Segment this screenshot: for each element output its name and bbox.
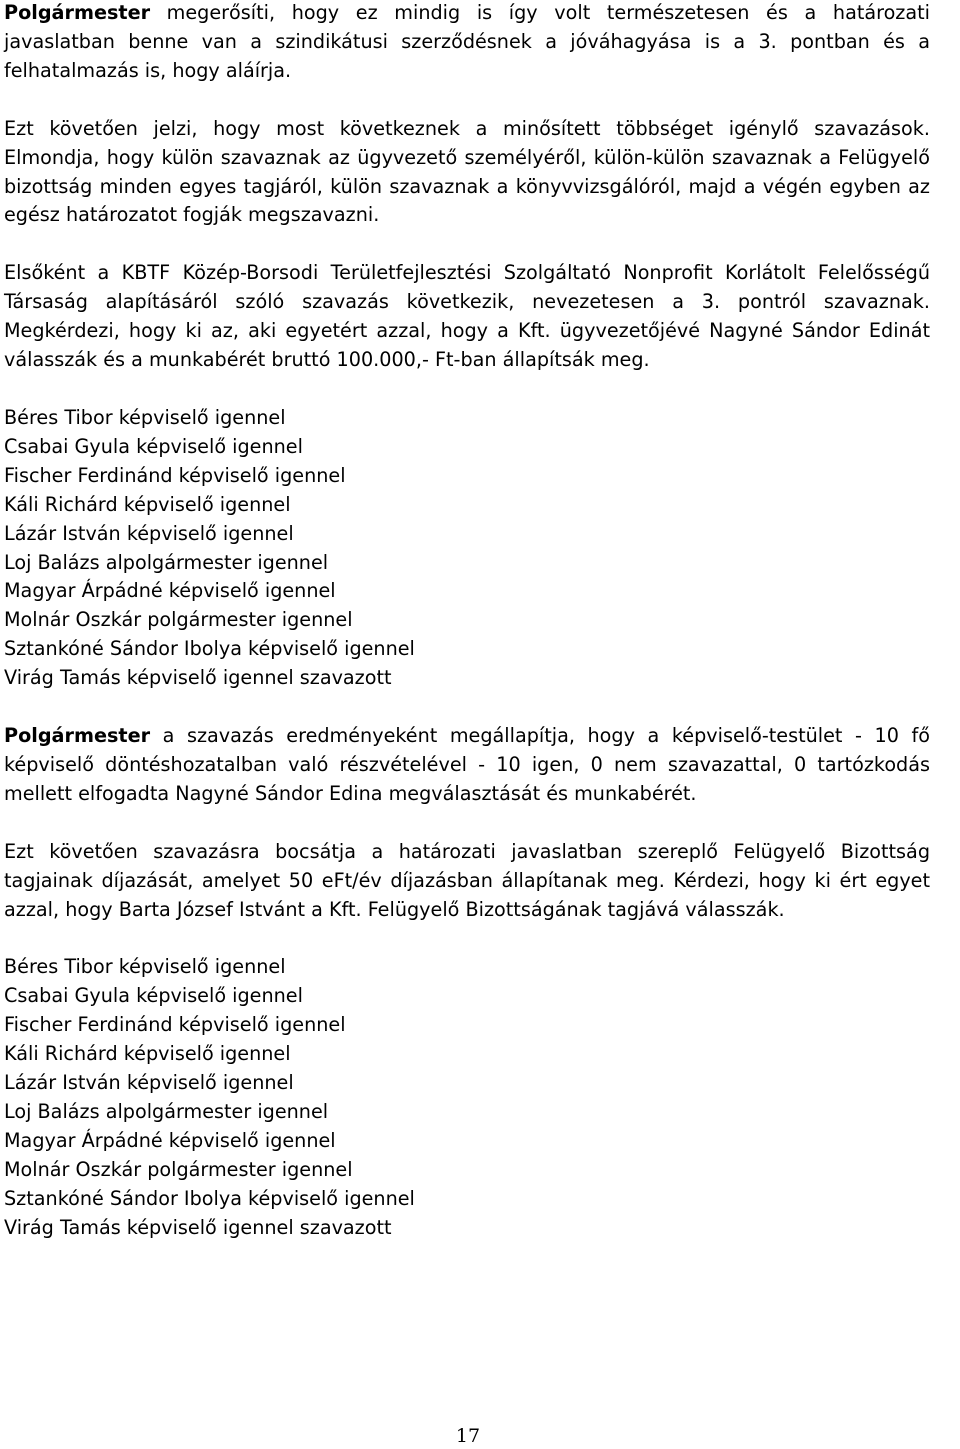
document-body <box>4 0 930 1272</box>
vote-line: Lázár István képviselő igennel <box>4 1071 294 1095</box>
vote-line: Magyar Árpádné képviselő igennel <box>4 1128 336 1152</box>
vote-line: Csabai Gyula képviselő igennel <box>4 434 303 458</box>
vote-line: Lázár István képviselő igennel <box>4 521 294 545</box>
vote-line: Káli Richárd képviselő igennel <box>4 492 291 516</box>
vote-list-first <box>4 404 930 693</box>
vote-line: Molnár Oszkár polgármester igennel <box>4 608 353 632</box>
paragraph-supervisory-board-vote <box>4 838 930 925</box>
vote-line: Csabai Gyula képviselő igennel <box>4 984 303 1008</box>
vote-line: Fischer Ferdinánd képviselő igennel <box>4 463 346 487</box>
paragraph-text: Ezt követően jelzi, hogy most következnek a minősített többséget igénylő szavazások. Elmondja, hogy külön szavaznak az ügyvezető személyéről, külön-külön szavaznak a Felügyelő bizottság minden egyes tagjáról, külön szavaznak a könyvvizsgálóról, majd a végén egyben az egész határozatot fogják megszavazni. <box>4 116 930 227</box>
vote-line: Fischer Ferdinánd képviselő igennel <box>4 1013 346 1037</box>
page-number: 17 <box>455 1425 481 1447</box>
vote-line: Loj Balázs alpolgármester igennel <box>4 550 329 574</box>
vote-line: Magyar Árpádné képviselő igennel <box>4 579 336 603</box>
paragraph-vote-result <box>4 722 930 809</box>
paragraph-text: Ezt követően szavazásra bocsátja a határozati javaslatban szereplő Felügyelő Bizottság tagjainak díjazását, amelyet 50 eFt/év díjazásban állapítanak meg. Kérdezi, hogy ki ért egyet azzal, hogy Barta József Istvánt a Kft. Felügyelő Bizottságának tagjává válasszák. <box>4 839 930 921</box>
vote-line: Virág Tamás képviselő igennel szavazott <box>4 666 392 690</box>
vote-line: Béres Tibor képviselő igennel <box>4 405 286 429</box>
vote-line: Káli Richárd képviselő igennel <box>4 1042 291 1066</box>
speaker-label: Polgármester <box>4 1 151 24</box>
vote-line: Loj Balázs alpolgármester igennel <box>4 1100 329 1123</box>
vote-line: Virág Tamás képviselő igennel szavazott <box>4 1215 392 1239</box>
paragraph-text: a szavazás eredményeként megállapítja, hogy a képviselő-testület - 10 fő képviselő döntéshozatalban való részvételével - 10 igen, 0 nem szavazattal, 0 tartózkodás mellett elfogadta Nagyné Sándor Edina megválasztását és munkabérét. <box>4 724 930 805</box>
paragraph-mayor-confirmation <box>4 0 930 86</box>
vote-line: Molnár Oszkár polgármester igennel <box>4 1157 353 1181</box>
vote-list-second <box>4 953 930 1242</box>
paragraph-voting-procedure <box>4 115 930 231</box>
vote-line: Béres Tibor képviselő igennel <box>4 955 286 979</box>
paragraph-first-vote <box>4 259 930 375</box>
paragraph-text: Elsőként a KBTF Közép-Borsodi Területfejlesztési Szolgáltató Nonprofit Korlátolt Felelősségű Társaság alapításáról szóló szavazás következik, nevezetesen a 3. pontról szavaznak. Megkérdezi, hogy ki az, aki egyetért azzal, hogy a Kft. ügyvezetőjévé Nagyné Sándor Edinát válasszák és a munkabérét bruttó 100.000,- Ft-ban állapítsák meg. <box>4 261 930 372</box>
paragraph-text: megerősíti, hogy ez mindig is így volt természetesen és a határozati javaslatban benne van a szindikátusi szerződésnek a jóváhagyása is a 3. pontban és a felhatalmazás is, hogy aláírja. <box>4 1 930 82</box>
vote-line: Sztankóné Sándor Ibolya képviselő igennel <box>4 1186 415 1210</box>
vote-line: Sztankóné Sándor Ibolya képviselő igennel <box>4 637 415 661</box>
speaker-label: Polgármester <box>4 724 151 748</box>
